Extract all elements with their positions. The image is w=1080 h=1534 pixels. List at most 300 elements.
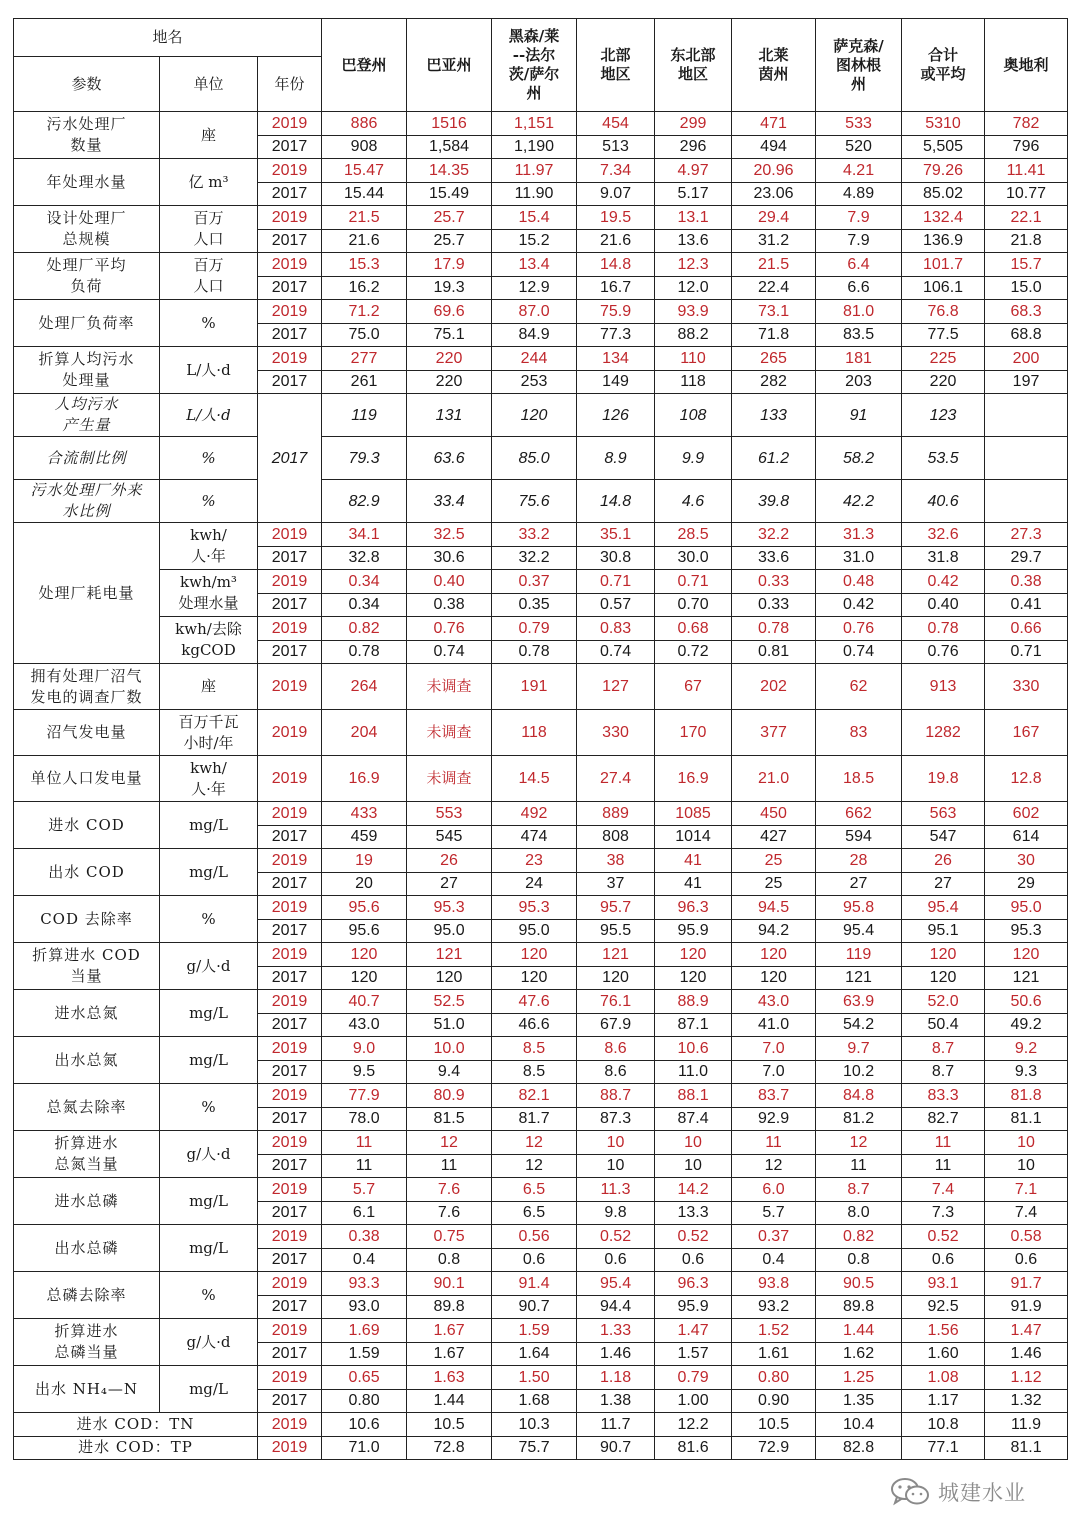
value-cell: 7.9: [816, 206, 902, 230]
value-cell: 167: [985, 710, 1068, 756]
value-cell: 33.4: [407, 480, 492, 523]
value-cell: 119: [816, 943, 902, 967]
value-cell: 614: [985, 825, 1068, 849]
value-cell: 81.1: [985, 1107, 1068, 1131]
unit-name-line: g/人·d: [186, 956, 231, 975]
value-cell: 1.17: [902, 1389, 985, 1413]
value-cell: 1282: [902, 710, 985, 756]
unit-name: [160, 1084, 258, 1131]
value-cell: 225: [902, 347, 985, 371]
table-row: [14, 523, 1068, 547]
value-cell: 136.9: [902, 229, 985, 253]
value-cell: 90.7: [492, 1295, 577, 1319]
region-header-line: 合计: [928, 46, 959, 64]
value-cell: 0.58: [985, 1225, 1068, 1249]
table-row: [14, 802, 1068, 826]
value-cell: 87.1: [655, 1013, 732, 1037]
value-cell: 1.69: [322, 1319, 407, 1343]
value-cell: 58.2: [816, 437, 902, 480]
value-cell: 32.5: [407, 523, 492, 547]
year-cell: 2017: [258, 1013, 322, 1037]
watermark-text: 城建水业: [938, 1481, 1026, 1505]
param-name: 进水 COD：TN: [14, 1413, 258, 1437]
value-cell: 120: [732, 943, 816, 967]
value-cell: 41: [655, 872, 732, 896]
year-cell: 2017: [258, 1154, 322, 1178]
param-name: [14, 1131, 160, 1178]
value-cell: 6.0: [732, 1178, 816, 1202]
param-name: 处理厂耗电量: [14, 523, 160, 664]
table-row: [14, 1084, 1068, 1108]
param-name: [14, 1037, 160, 1084]
value-cell: 17.9: [407, 253, 492, 277]
value-cell: 170: [655, 710, 732, 756]
value-cell: 5.7: [322, 1178, 407, 1202]
value-cell: 1.32: [985, 1389, 1068, 1413]
value-cell: 10.6: [322, 1413, 407, 1437]
unit-name: [160, 617, 258, 664]
param-name: [14, 112, 160, 159]
unit-name-line: 百万千瓦: [178, 712, 239, 731]
value-cell: 16.7: [577, 276, 655, 300]
region-header: [902, 19, 985, 112]
unit-name-line: 人·年: [191, 547, 226, 565]
region-header-line: 北莱: [758, 46, 789, 64]
value-cell: 594: [816, 825, 902, 849]
value-cell: 0.41: [985, 593, 1068, 617]
value-cell: 120: [492, 943, 577, 967]
value-cell: 9.07: [577, 182, 655, 206]
value-cell: 1.67: [407, 1319, 492, 1343]
value-cell: 15.0: [985, 276, 1068, 300]
region-header-line: 奥地利: [1003, 55, 1049, 74]
value-cell: 7.9: [816, 229, 902, 253]
param-name: 进水 COD：TP: [14, 1436, 258, 1460]
value-cell: 0.71: [577, 570, 655, 594]
value-cell: 88.1: [655, 1084, 732, 1108]
unit-name-line: 座: [200, 677, 216, 695]
year-cell: 2017: [258, 394, 322, 523]
value-cell: 41: [655, 849, 732, 873]
value-cell: 78.0: [322, 1107, 407, 1131]
value-cell: 50.6: [985, 990, 1068, 1014]
value-cell: 73.1: [732, 300, 816, 324]
value-cell: 81.6: [655, 1436, 732, 1460]
year-cell: 2019: [258, 253, 322, 277]
value-cell: 25: [732, 872, 816, 896]
unit-name-line: 人口: [193, 277, 224, 295]
value-cell: 95.0: [407, 919, 492, 943]
value-cell: 21.6: [577, 229, 655, 253]
value-cell: 244: [492, 347, 577, 371]
value-cell: 67.9: [577, 1013, 655, 1037]
unit-name: [160, 1225, 258, 1272]
year-cell: 2019: [258, 1131, 322, 1155]
table-row: [14, 253, 1068, 277]
value-cell: 22.4: [732, 276, 816, 300]
table-row: [14, 570, 1068, 594]
value-cell: 131: [407, 394, 492, 437]
year-cell: 2019: [258, 1319, 322, 1343]
value-cell: 120: [322, 966, 407, 990]
value-cell: 299: [655, 112, 732, 136]
value-cell: 96.3: [655, 896, 732, 920]
value-cell: 10.2: [816, 1060, 902, 1084]
table-row: [14, 896, 1068, 920]
unit-name-line: kwh/: [190, 758, 227, 777]
value-cell: 54.2: [816, 1013, 902, 1037]
param-name-line: 合流制比例: [46, 448, 127, 467]
year-cell: 2017: [258, 370, 322, 394]
value-cell: 63.9: [816, 990, 902, 1014]
value-cell: 0.52: [577, 1225, 655, 1249]
value-cell: 8.5: [492, 1060, 577, 1084]
region-header: [985, 19, 1068, 112]
value-cell: 220: [902, 370, 985, 394]
unit-name-line: mg/L: [189, 1238, 228, 1257]
value-cell: 0.52: [655, 1225, 732, 1249]
value-cell: 908: [322, 135, 407, 159]
value-cell: 0.68: [655, 617, 732, 641]
value-cell: 1.00: [655, 1389, 732, 1413]
value-cell: 0.79: [655, 1366, 732, 1390]
param-name-line: 总磷去除率: [46, 1285, 127, 1304]
unit-name-line: mg/L: [189, 1379, 228, 1398]
year-cell: 2017: [258, 546, 322, 570]
table-row: [14, 756, 1068, 802]
value-cell: 11: [902, 1131, 985, 1155]
unit-name-line: mg/L: [189, 862, 228, 881]
value-cell: 91.7: [985, 1272, 1068, 1296]
param-name: [14, 664, 160, 710]
value-cell: 1.61: [732, 1342, 816, 1366]
unit-name-line: 处理水量: [178, 594, 239, 612]
value-cell: 32.8: [322, 546, 407, 570]
unit-name-line: g/人·d: [186, 1332, 231, 1351]
value-cell: 30: [985, 849, 1068, 873]
value-cell: 71.0: [322, 1436, 407, 1460]
unit-header: 单位: [160, 57, 258, 112]
value-cell: 31.3: [816, 523, 902, 547]
value-cell: 120: [655, 943, 732, 967]
value-cell: 95.3: [407, 896, 492, 920]
param-name: [14, 1366, 160, 1413]
unit-name-line: kgCOD: [181, 641, 236, 659]
value-cell: 77.5: [902, 323, 985, 347]
value-cell: 0.52: [902, 1225, 985, 1249]
value-cell: 0.81: [732, 640, 816, 664]
value-cell: 120: [492, 966, 577, 990]
unit-name-line: mg/L: [189, 815, 228, 834]
value-cell: 0.75: [407, 1225, 492, 1249]
value-cell: 12.8: [985, 756, 1068, 802]
year-cell: 2019: [258, 570, 322, 594]
unit-name: %: [160, 480, 258, 523]
value-cell: 0.4: [322, 1248, 407, 1272]
value-cell: 0.74: [577, 640, 655, 664]
year-cell: 2017: [258, 229, 322, 253]
region-header: [655, 19, 732, 112]
value-cell: 296: [655, 135, 732, 159]
value-cell: 7.0: [732, 1037, 816, 1061]
value-cell: 9.8: [577, 1201, 655, 1225]
value-cell: 9.9: [655, 437, 732, 480]
value-cell: 0.37: [732, 1225, 816, 1249]
value-cell: 5,505: [902, 135, 985, 159]
value-cell: 261: [322, 370, 407, 394]
value-cell: 32.2: [492, 546, 577, 570]
value-cell: 6.5: [492, 1178, 577, 1202]
value-cell: 95.7: [577, 896, 655, 920]
value-cell: 10: [985, 1154, 1068, 1178]
region-header-line: 茨/萨尔: [508, 65, 560, 83]
value-cell: 133: [732, 394, 816, 437]
value-cell: 1.62: [816, 1342, 902, 1366]
unit-name: [160, 802, 258, 849]
value-cell: 120: [655, 966, 732, 990]
value-cell: 15.7: [985, 253, 1068, 277]
value-cell: 12.3: [655, 253, 732, 277]
value-cell: 1085: [655, 802, 732, 826]
value-cell: 71.2: [322, 300, 407, 324]
value-cell: 95.3: [985, 919, 1068, 943]
value-cell: 69.6: [407, 300, 492, 324]
value-cell: 52.5: [407, 990, 492, 1014]
value-cell: 82.9: [322, 480, 407, 523]
unit-name: [160, 849, 258, 896]
value-cell: 83.7: [732, 1084, 816, 1108]
value-cell: 10.5: [732, 1413, 816, 1437]
value-cell: 191: [492, 664, 577, 710]
year-cell: 2017: [258, 872, 322, 896]
value-cell: 913: [902, 664, 985, 710]
value-cell: 1.59: [492, 1319, 577, 1343]
param-name-line: 出水 COD: [48, 862, 125, 881]
param-name-line: 折算进水: [54, 1322, 119, 1340]
value-cell: 0.56: [492, 1225, 577, 1249]
param-name-line: 处理量: [62, 371, 111, 389]
value-cell: 90.5: [816, 1272, 902, 1296]
param-name-line: 当量: [70, 967, 103, 985]
year-cell: 2019: [258, 1436, 322, 1460]
value-cell: 82.8: [816, 1436, 902, 1460]
value-cell: 25.7: [407, 206, 492, 230]
value-cell: 50.4: [902, 1013, 985, 1037]
value-cell: 0.34: [322, 593, 407, 617]
param-name-line: 出水总氮: [54, 1050, 119, 1069]
value-cell: 197: [985, 370, 1068, 394]
param-name: [14, 943, 160, 990]
value-cell: 93.1: [902, 1272, 985, 1296]
unit-name-line: mg/L: [189, 1191, 228, 1210]
value-cell: 43.0: [322, 1013, 407, 1037]
value-cell: 10.3: [492, 1413, 577, 1437]
value-cell: 81.7: [492, 1107, 577, 1131]
value-cell: 0.40: [902, 593, 985, 617]
value-cell: 94.5: [732, 896, 816, 920]
value-cell: 23: [492, 849, 577, 873]
year-cell: 2019: [258, 990, 322, 1014]
value-cell: 10: [655, 1131, 732, 1155]
value-cell: 52.0: [902, 990, 985, 1014]
value-cell: 20: [322, 872, 407, 896]
value-cell: 90.7: [577, 1436, 655, 1460]
value-cell: 26: [407, 849, 492, 873]
year-cell: 2019: [258, 347, 322, 371]
value-cell: 95.4: [902, 896, 985, 920]
year-cell: 2017: [258, 182, 322, 206]
value-cell: 21.6: [322, 229, 407, 253]
value-cell: 15.44: [322, 182, 407, 206]
value-cell: 33.2: [492, 523, 577, 547]
value-cell: 126: [577, 394, 655, 437]
value-cell: 15.49: [407, 182, 492, 206]
value-cell: 1.12: [985, 1366, 1068, 1390]
value-cell: 38: [577, 849, 655, 873]
unit-name: [160, 159, 258, 206]
value-cell: 14.35: [407, 159, 492, 183]
value-cell: 15.47: [322, 159, 407, 183]
region-header-line: 图林根: [836, 55, 882, 74]
region-header: [407, 19, 492, 112]
year-cell: 2017: [258, 276, 322, 300]
value-cell: 95.5: [577, 919, 655, 943]
value-cell: 46.6: [492, 1013, 577, 1037]
year-cell: 2019: [258, 1366, 322, 1390]
year-cell: 2019: [258, 756, 322, 802]
value-cell: 81.8: [985, 1084, 1068, 1108]
value-cell: 119: [322, 394, 407, 437]
value-cell: [985, 480, 1068, 523]
value-cell: 0.72: [655, 640, 732, 664]
value-cell: 377: [732, 710, 816, 756]
unit-name-line: 人口: [193, 230, 224, 248]
value-cell: 10: [655, 1154, 732, 1178]
year-cell: 2017: [258, 135, 322, 159]
value-cell: 11.9: [985, 1413, 1068, 1437]
param-name-line: 处理厂平均: [46, 256, 127, 274]
unit-name: L/人·d: [160, 394, 258, 437]
value-cell: 106.1: [902, 276, 985, 300]
value-cell: 77.9: [322, 1084, 407, 1108]
value-cell: 1.68: [492, 1389, 577, 1413]
value-cell: 95.8: [816, 896, 902, 920]
table-row: [14, 1436, 1068, 1460]
value-cell: 1.64: [492, 1342, 577, 1366]
value-cell: 11: [322, 1131, 407, 1155]
value-cell: 563: [902, 802, 985, 826]
value-cell: 68.8: [985, 323, 1068, 347]
value-cell: 75.0: [322, 323, 407, 347]
value-cell: 547: [902, 825, 985, 849]
value-cell: 10: [577, 1131, 655, 1155]
value-cell: 92.5: [902, 1295, 985, 1319]
value-cell: 0.38: [407, 593, 492, 617]
value-cell: 123: [902, 394, 985, 437]
region-header-line: 州: [851, 74, 867, 93]
region-header-line: 北部: [600, 46, 631, 64]
value-cell: 15.2: [492, 229, 577, 253]
year-cell: 2019: [258, 664, 322, 710]
year-cell: 2017: [258, 640, 322, 664]
value-cell: 0.65: [322, 1366, 407, 1390]
value-cell: 0.6: [492, 1248, 577, 1272]
value-cell: 75.1: [407, 323, 492, 347]
value-cell: 545: [407, 825, 492, 849]
value-cell: 1.47: [985, 1319, 1068, 1343]
unit-name: [160, 523, 258, 570]
param-name: [14, 990, 160, 1037]
value-cell: 533: [816, 112, 902, 136]
value-cell: 277: [322, 347, 407, 371]
value-cell: 68.3: [985, 300, 1068, 324]
value-cell: 83.3: [902, 1084, 985, 1108]
value-cell: 0.74: [816, 640, 902, 664]
unit-name-line: kwh/m³: [180, 573, 237, 591]
year-header: 年份: [258, 57, 322, 112]
value-cell: 27.3: [985, 523, 1068, 547]
value-cell: 14.8: [577, 253, 655, 277]
region-header: [492, 19, 577, 112]
year-cell: 2017: [258, 1342, 322, 1366]
unit-name-line: kwh/: [190, 526, 227, 544]
value-cell: 27.4: [577, 756, 655, 802]
table-row: [14, 943, 1068, 967]
value-cell: 12: [492, 1131, 577, 1155]
value-cell: 7.34: [577, 159, 655, 183]
param-name: [14, 710, 160, 756]
param-name: [14, 394, 160, 437]
value-cell: 10.5: [407, 1413, 492, 1437]
unit-name: [160, 664, 258, 710]
value-cell: 0.38: [985, 570, 1068, 594]
param-name: [14, 159, 160, 206]
value-cell: 90.1: [407, 1272, 492, 1296]
value-cell: 93.3: [322, 1272, 407, 1296]
table-row: [14, 19, 1068, 57]
unit-name: [160, 570, 258, 617]
param-name-line: 单位人口发电量: [30, 769, 143, 787]
value-cell: 6.6: [816, 276, 902, 300]
value-cell: 454: [577, 112, 655, 136]
param-name: [14, 802, 160, 849]
value-cell: 28: [816, 849, 902, 873]
value-cell: 61.2: [732, 437, 816, 480]
value-cell: 82.7: [902, 1107, 985, 1131]
value-cell: [985, 394, 1068, 437]
value-cell: 19.5: [577, 206, 655, 230]
region-header-line: 地区: [678, 65, 709, 83]
param-name-line: 折算人均污水: [38, 350, 135, 368]
year-cell: 2019: [258, 300, 322, 324]
unit-name: [160, 206, 258, 253]
value-cell: 27: [902, 872, 985, 896]
value-cell: 0.80: [322, 1389, 407, 1413]
value-cell: 11: [732, 1131, 816, 1155]
year-cell: 2019: [258, 943, 322, 967]
value-cell: 1.59: [322, 1342, 407, 1366]
value-cell: 0.83: [577, 617, 655, 641]
value-cell: 9.0: [322, 1037, 407, 1061]
value-cell: 1014: [655, 825, 732, 849]
value-cell: 9.5: [322, 1060, 407, 1084]
param-name-line: 进水总磷: [54, 1191, 119, 1210]
value-cell: 7.1: [985, 1178, 1068, 1202]
value-cell: 22.1: [985, 206, 1068, 230]
value-cell: 16.2: [322, 276, 407, 300]
value-cell: 886: [322, 112, 407, 136]
param-name: [14, 347, 160, 394]
